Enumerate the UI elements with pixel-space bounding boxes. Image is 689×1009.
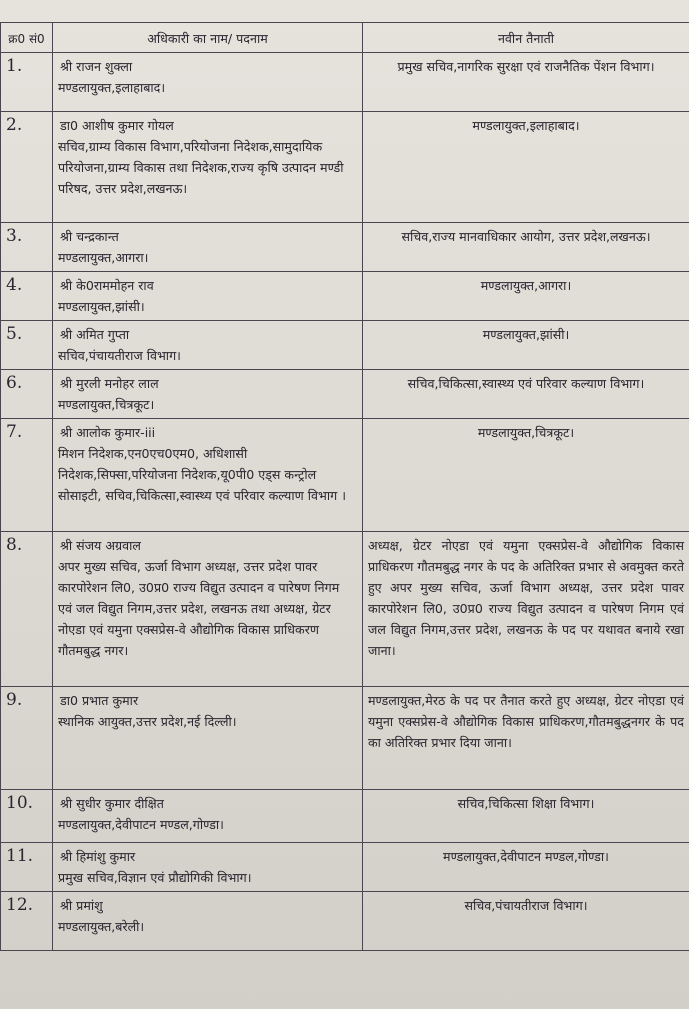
new-posting: मण्डलायुक्त,चित्रकूट। bbox=[363, 419, 689, 532]
new-posting: सचिव,पंचायतीराज विभाग। bbox=[363, 892, 689, 951]
officer-name: श्री अमित गुप्ता bbox=[60, 327, 130, 342]
officer-cell bbox=[53, 790, 363, 843]
officer-name: श्री हिमांशु कुमार bbox=[60, 849, 136, 864]
table-row bbox=[1, 112, 689, 223]
officer-designation: स्थानिक आयुक्त,उत्तर प्रदेश,नई दिल्ली। bbox=[58, 714, 237, 729]
serial-number: 5. bbox=[1, 321, 53, 370]
officer-name: श्री सुधीर कुमार दीक्षित bbox=[60, 796, 164, 811]
serial-number: 7. bbox=[1, 419, 53, 532]
officer-cell bbox=[53, 532, 363, 687]
header-officer: अधिकारी का नाम/ पदनाम bbox=[53, 23, 363, 53]
officer-cell bbox=[53, 892, 363, 951]
officer-designation: मण्डलायुक्त,इलाहाबाद। bbox=[58, 80, 166, 95]
table-row bbox=[1, 843, 689, 892]
officer-cell bbox=[53, 321, 363, 370]
officer-designation: मण्डलायुक्त,झांसी। bbox=[58, 299, 145, 314]
transfer-table bbox=[0, 22, 689, 951]
header-serial: क्र0 सं0 bbox=[1, 23, 53, 53]
table-row bbox=[1, 223, 689, 272]
new-posting: प्रमुख सचिव,नागरिक सुरक्षा एवं राजनैतिक पेंशन विभाग। bbox=[363, 53, 689, 112]
officer-cell bbox=[53, 112, 363, 223]
officer-designation: मण्डलायुक्त,चित्रकूट। bbox=[58, 397, 155, 412]
new-posting: मण्डलायुक्त,आगरा। bbox=[363, 272, 689, 321]
serial-number: 8. bbox=[1, 532, 53, 687]
table-row bbox=[1, 892, 689, 951]
serial-number: 11. bbox=[1, 843, 53, 892]
officer-designation: प्रमुख सचिव,विज्ञान एवं प्रौद्योगिकी विभाग। bbox=[58, 870, 252, 885]
new-posting: मण्डलायुक्त,झांसी। bbox=[363, 321, 689, 370]
officer-cell bbox=[53, 272, 363, 321]
officer-name: श्री राजन शुक्ला bbox=[60, 59, 133, 74]
officer-cell bbox=[53, 419, 363, 532]
table-row bbox=[1, 272, 689, 321]
serial-number: 6. bbox=[1, 370, 53, 419]
table-row bbox=[1, 370, 689, 419]
officer-designation: सचिव,ग्राम्य विकास विभाग,परियोजना निदेशक,सामुदायिक परियोजना,ग्राम्य विकास तथा निदेशक,राज्य कृषि उत्पादन मण्डी परिषद, उत्तर प्रदेश,लखनऊ। bbox=[58, 139, 344, 196]
new-posting: सचिव,चिकित्सा,स्वास्थ्य एवं परिवार कल्याण विभाग। bbox=[363, 370, 689, 419]
serial-number: 4. bbox=[1, 272, 53, 321]
officer-designation: अपर मुख्य सचिव, ऊर्जा विभाग अध्यक्ष, उत्तर प्रदेश पावर कारपोरेशन लि0, उ0प्र0 राज्य विद्युत उत्पादन व पारेषण निगम एवं जल विद्युत निगम,उत्तर प्रदेश, लखनऊ तथा अध्यक्ष, ग्रेटर नोएडा एवं यमुना एक्सप्रेस-वे औद्योगिक विकास प्राधिकरण गौतमबुद्ध नगर। bbox=[58, 559, 340, 658]
officer-name: श्री संजय अग्रवाल bbox=[60, 538, 141, 553]
serial-number: 10. bbox=[1, 790, 53, 843]
new-posting: अध्यक्ष, ग्रेटर नोएडा एवं यमुना एक्सप्रेस-वे औद्योगिक विकास प्राधिकरण गौतमबुद्ध नगर के पद के अतिरिक्त प्रभार से अवमुक्त करते हुए अपर मुख्य सचिव, ऊर्जा विभाग अध्यक्ष, उत्तर प्रदेश पावर कारपोरेशन लि0, उ0प्र0 राज्य विद्युत उत्पादन व पारेषण निगम एवं जल विद्युत निगम,उत्तर प्रदेश, लखनऊ के पद पर यथावत बनाये रखा जाना। bbox=[363, 532, 689, 687]
serial-number: 9. bbox=[1, 687, 53, 790]
serial-number: 3. bbox=[1, 223, 53, 272]
table-header-row bbox=[1, 23, 689, 53]
table-row bbox=[1, 321, 689, 370]
officer-cell bbox=[53, 223, 363, 272]
officer-designation: मिशन निदेशक,एन0एच0एम0, अधिशासी निदेशक,सिफ्सा,परियोजना निदेशक,यू0पी0 एड्स कन्ट्रोल सोसाइटी, सचिव,चिकित्सा,स्वास्थ्य एवं परिवार कल्याण विभाग । bbox=[58, 446, 346, 503]
officer-name: श्री प्रमांशु bbox=[60, 898, 103, 913]
officer-cell bbox=[53, 53, 363, 112]
table-row bbox=[1, 790, 689, 843]
new-posting: सचिव,राज्य मानवाधिकार आयोग, उत्तर प्रदेश,लखनऊ। bbox=[363, 223, 689, 272]
officer-designation: मण्डलायुक्त,आगरा। bbox=[58, 250, 149, 265]
new-posting: मण्डलायुक्त,देवीपाटन मण्डल,गोण्डा। bbox=[363, 843, 689, 892]
new-posting: मण्डलायुक्त,इलाहाबाद। bbox=[363, 112, 689, 223]
officer-name: डा0 आशीष कुमार गोयल bbox=[60, 118, 174, 133]
officer-cell bbox=[53, 843, 363, 892]
officer-designation: मण्डलायुक्त,बरेली। bbox=[58, 919, 145, 934]
officer-cell bbox=[53, 370, 363, 419]
new-posting: मण्डलायुक्त,मेरठ के पद पर तैनात करते हुए अध्यक्ष, ग्रेटर नोएडा एवं यमुना एक्सप्रेस-वे औद्योगिक विकास प्राधिकरण,गौतमबुद्धनगर के पद का अतिरिक्त प्रभार दिया जाना। bbox=[363, 687, 689, 790]
officer-name: श्री के0राममोहन राव bbox=[60, 278, 154, 293]
officer-name: श्री आलोक कुमार-iii bbox=[60, 425, 156, 440]
header-posting: नवीन तैनाती bbox=[363, 23, 689, 53]
officer-designation: सचिव,पंचायतीराज विभाग। bbox=[58, 348, 181, 363]
serial-number: 2. bbox=[1, 112, 53, 223]
officer-name: श्री चन्द्रकान्त bbox=[60, 229, 119, 244]
table-row bbox=[1, 53, 689, 112]
serial-number: 12. bbox=[1, 892, 53, 951]
new-posting: सचिव,चिकित्सा शिक्षा विभाग। bbox=[363, 790, 689, 843]
officer-designation: मण्डलायुक्त,देवीपाटन मण्डल,गोण्डा। bbox=[58, 817, 224, 832]
officer-name: श्री मुरली मनोहर लाल bbox=[60, 376, 159, 391]
table-row bbox=[1, 419, 689, 532]
table-row bbox=[1, 532, 689, 687]
table-row bbox=[1, 687, 689, 790]
officer-cell bbox=[53, 687, 363, 790]
serial-number: 1. bbox=[1, 53, 53, 112]
officer-name: डा0 प्रभात कुमार bbox=[60, 693, 139, 708]
